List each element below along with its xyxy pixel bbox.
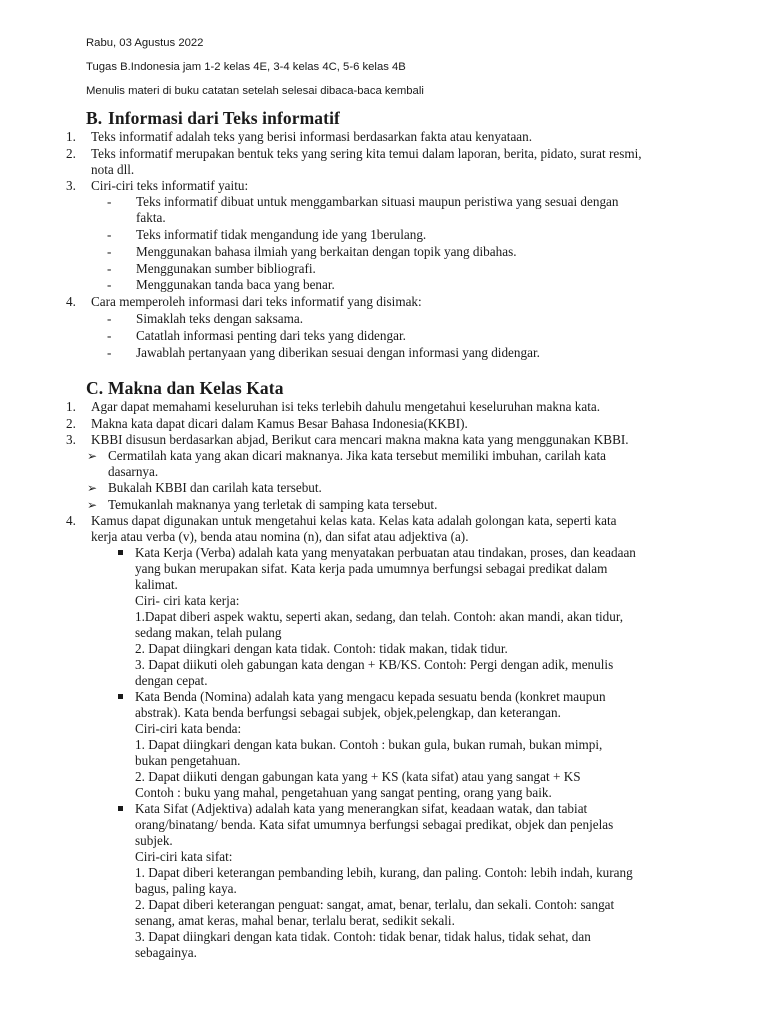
list-item-text: Teks informatif merupakan bentuk teks yang sering kita temui dalam laporan, berita, pidato, surat resmi, bbox=[91, 146, 642, 161]
section-b-letter: B. bbox=[86, 108, 103, 128]
kata-benda-line: 2. Dapat diikuti dengan gabungan kata yang + KS (kata sifat) atau yang sangat + KS bbox=[135, 769, 581, 784]
dash-bullet: - bbox=[107, 345, 112, 360]
kata-benda-line: Ciri-ciri kata benda: bbox=[135, 721, 242, 736]
arrow-item-text: Cermatilah kata yang akan dicari maknanya. Jika kata tersebut memiliki imbuhan, carilah kata bbox=[108, 448, 607, 463]
kata-sifat-line: orang/binatang/ benda. Kata sifat umumnya berfungsi sebagai predikat, objek dan penjelas bbox=[135, 817, 614, 832]
kata-kerja-line: kalimat. bbox=[135, 577, 178, 592]
sub-item-text: Jawablah pertanyaan yang diberikan sesuai dengan informasi yang didengar. bbox=[136, 345, 540, 360]
square-bullet-icon bbox=[118, 550, 123, 555]
kata-sifat-line: sebagainya. bbox=[135, 945, 197, 960]
section-b-title: Informasi dari Teks informatif bbox=[108, 108, 340, 128]
section-b-heading bbox=[86, 108, 340, 128]
list-item-text: nota dll. bbox=[91, 162, 135, 177]
kata-kerja-line: yang bukan merupakan sifat. Kata kerja pada umumnya berfungsi sebagai predikat dalam bbox=[135, 561, 608, 576]
list-number: 1. bbox=[66, 399, 76, 414]
list-number: 3. bbox=[66, 178, 76, 193]
kata-sifat-line: subjek. bbox=[135, 833, 173, 848]
arrow-item-text: Bukalah KBBI dan carilah kata tersebut. bbox=[108, 480, 322, 495]
kata-kerja-line: sedang makan, telah pulang bbox=[135, 625, 282, 640]
arrow-bullet-icon: ➢ bbox=[87, 481, 98, 495]
section-c-title: Makna dan Kelas Kata bbox=[108, 378, 284, 398]
sub-item-text: fakta. bbox=[136, 210, 166, 225]
list-item-text: KBBI disusun berdasarkan abjad, Berikut cara mencari makna makna kata yang menggunakan KBBI. bbox=[91, 432, 629, 447]
kata-sifat-line: 2. Dapat diberi keterangan penguat: sangat, amat, benar, terlalu, dan sekali. Contoh: sangat bbox=[135, 897, 615, 912]
dash-bullet: - bbox=[107, 311, 112, 326]
kata-sifat-line: senang, amat keras, mahal benar, terlalu berat, sedikit sekali. bbox=[135, 913, 455, 928]
kata-sifat-line: Kata Sifat (Adjektiva) adalah kata yang menerangkan sifat, keadaan watak, dan tabiat bbox=[135, 801, 588, 816]
list-item-text: kerja atau verba (v), benda atau nomina (n), dan sifat atau adjektiva (a). bbox=[91, 529, 469, 544]
section-c-letter: C. bbox=[86, 378, 104, 398]
kata-kerja-line: 1.Dapat diberi aspek waktu, seperti akan, sedang, dan telah. Contoh: akan mandi, akan tidur, bbox=[135, 609, 623, 624]
kata-benda-line: bukan pengetahuan. bbox=[135, 753, 241, 768]
list-item-text: Agar dapat memahami keseluruhan isi teks terlebih dahulu mengetahui keseluruhan makna kata. bbox=[91, 399, 601, 414]
section-c-heading bbox=[86, 378, 284, 398]
list-item-text: Teks informatif adalah teks yang berisi informasi berdasarkan fakta atau kenyataan. bbox=[91, 129, 533, 144]
sub-item-text: Menggunakan bahasa ilmiah yang berkaitan dengan topik yang dibahas. bbox=[136, 244, 517, 259]
dash-bullet: - bbox=[107, 328, 112, 343]
kata-kerja-line: 2. Dapat diingkari dengan kata tidak. Contoh: tidak makan, tidak tidur. bbox=[135, 641, 508, 656]
square-bullet-icon bbox=[118, 694, 123, 699]
arrow-item-text: Temukanlah maknanya yang terletak di samping kata tersebut. bbox=[108, 497, 438, 512]
kata-benda-line: 1. Dapat diingkari dengan kata bukan. Contoh : bukan gula, bukan rumah, bukan mimpi, bbox=[135, 737, 603, 752]
list-number: 3. bbox=[66, 432, 76, 447]
kata-sifat-line: Ciri-ciri kata sifat: bbox=[135, 849, 233, 864]
list-number: 4. bbox=[66, 294, 76, 309]
list-item-text: Makna kata dapat dicari dalam Kamus Besar Bahasa Indonesia(KKBI). bbox=[91, 416, 468, 431]
list-number: 4. bbox=[66, 513, 76, 528]
kata-sifat-line: bagus, paling kaya. bbox=[135, 881, 237, 896]
kata-kerja-line: Ciri- ciri kata kerja: bbox=[135, 593, 240, 608]
list-item-text: Ciri-ciri teks informatif yaitu: bbox=[91, 178, 249, 193]
kata-kerja-line: dengan cepat. bbox=[135, 673, 208, 688]
sub-item-text: Catatlah informasi penting dari teks yang didengar. bbox=[136, 328, 406, 343]
kata-kerja-line: 3. Dapat diikuti oleh gabungan kata dengan + KB/KS. Contoh: Pergi dengan adik, menulis bbox=[135, 657, 614, 672]
list-number: 1. bbox=[66, 129, 76, 144]
kata-benda-line: Contoh : buku yang mahal, pengetahuan yang sangat penting, orang yang baik. bbox=[135, 785, 552, 800]
kata-benda-line: abstrak). Kata benda berfungsi sebagai subjek, objek,pelengkap, dan keterangan. bbox=[135, 705, 561, 720]
arrow-item-text: dasarnya. bbox=[108, 464, 159, 479]
dash-bullet: - bbox=[107, 194, 112, 209]
dash-bullet: - bbox=[107, 227, 112, 242]
list-number: 2. bbox=[66, 146, 76, 161]
kata-sifat-line: 3. Dapat diingkari dengan kata tidak. Contoh: tidak benar, tidak halus, tidak sehat, dan bbox=[135, 929, 591, 944]
dash-bullet: - bbox=[107, 261, 112, 276]
dash-bullet: - bbox=[107, 277, 112, 292]
kata-sifat-line: 1. Dapat diberi keterangan pembanding lebih, kurang, dan paling. Contoh: lebih indah, kurang bbox=[135, 865, 633, 880]
arrow-bullet-icon: ➢ bbox=[87, 498, 98, 512]
list-item-text: Cara memperoleh informasi dari teks informatif yang disimak: bbox=[91, 294, 422, 309]
sub-item-text: Menggunakan sumber bibliografi. bbox=[136, 261, 316, 276]
dash-bullet: - bbox=[107, 244, 112, 259]
list-item-text: Kamus dapat digunakan untuk mengetahui kelas kata. Kelas kata adalah golongan kata, seperti kata bbox=[91, 513, 617, 528]
square-bullet-icon bbox=[118, 806, 123, 811]
kata-kerja-line: Kata Kerja (Verba) adalah kata yang menyatakan perbuatan atau tindakan, proses, dan keadaan bbox=[135, 545, 636, 560]
sub-item-text: Teks informatif tidak mengandung ide yang 1berulang. bbox=[136, 227, 427, 242]
date-line: Rabu, 03 Agustus 2022 bbox=[86, 37, 204, 49]
sub-item-text: Menggunakan tanda baca yang benar. bbox=[136, 277, 335, 292]
kata-benda-line: Kata Benda (Nomina) adalah kata yang mengacu kepada sesuatu benda (konkret maupun bbox=[135, 689, 606, 704]
instruction-line: Menulis materi di buku catatan setelah selesai dibaca-baca kembali bbox=[86, 85, 424, 97]
sub-item-text: Simaklah teks dengan saksama. bbox=[136, 311, 304, 326]
task-line: Tugas B.Indonesia jam 1-2 kelas 4E, 3-4 kelas 4C, 5-6 kelas 4B bbox=[86, 61, 406, 73]
arrow-bullet-icon: ➢ bbox=[87, 449, 98, 463]
list-number: 2. bbox=[66, 416, 76, 431]
sub-item-text: Teks informatif dibuat untuk menggambarkan situasi maupun peristiwa yang sesuai dengan bbox=[136, 194, 619, 209]
